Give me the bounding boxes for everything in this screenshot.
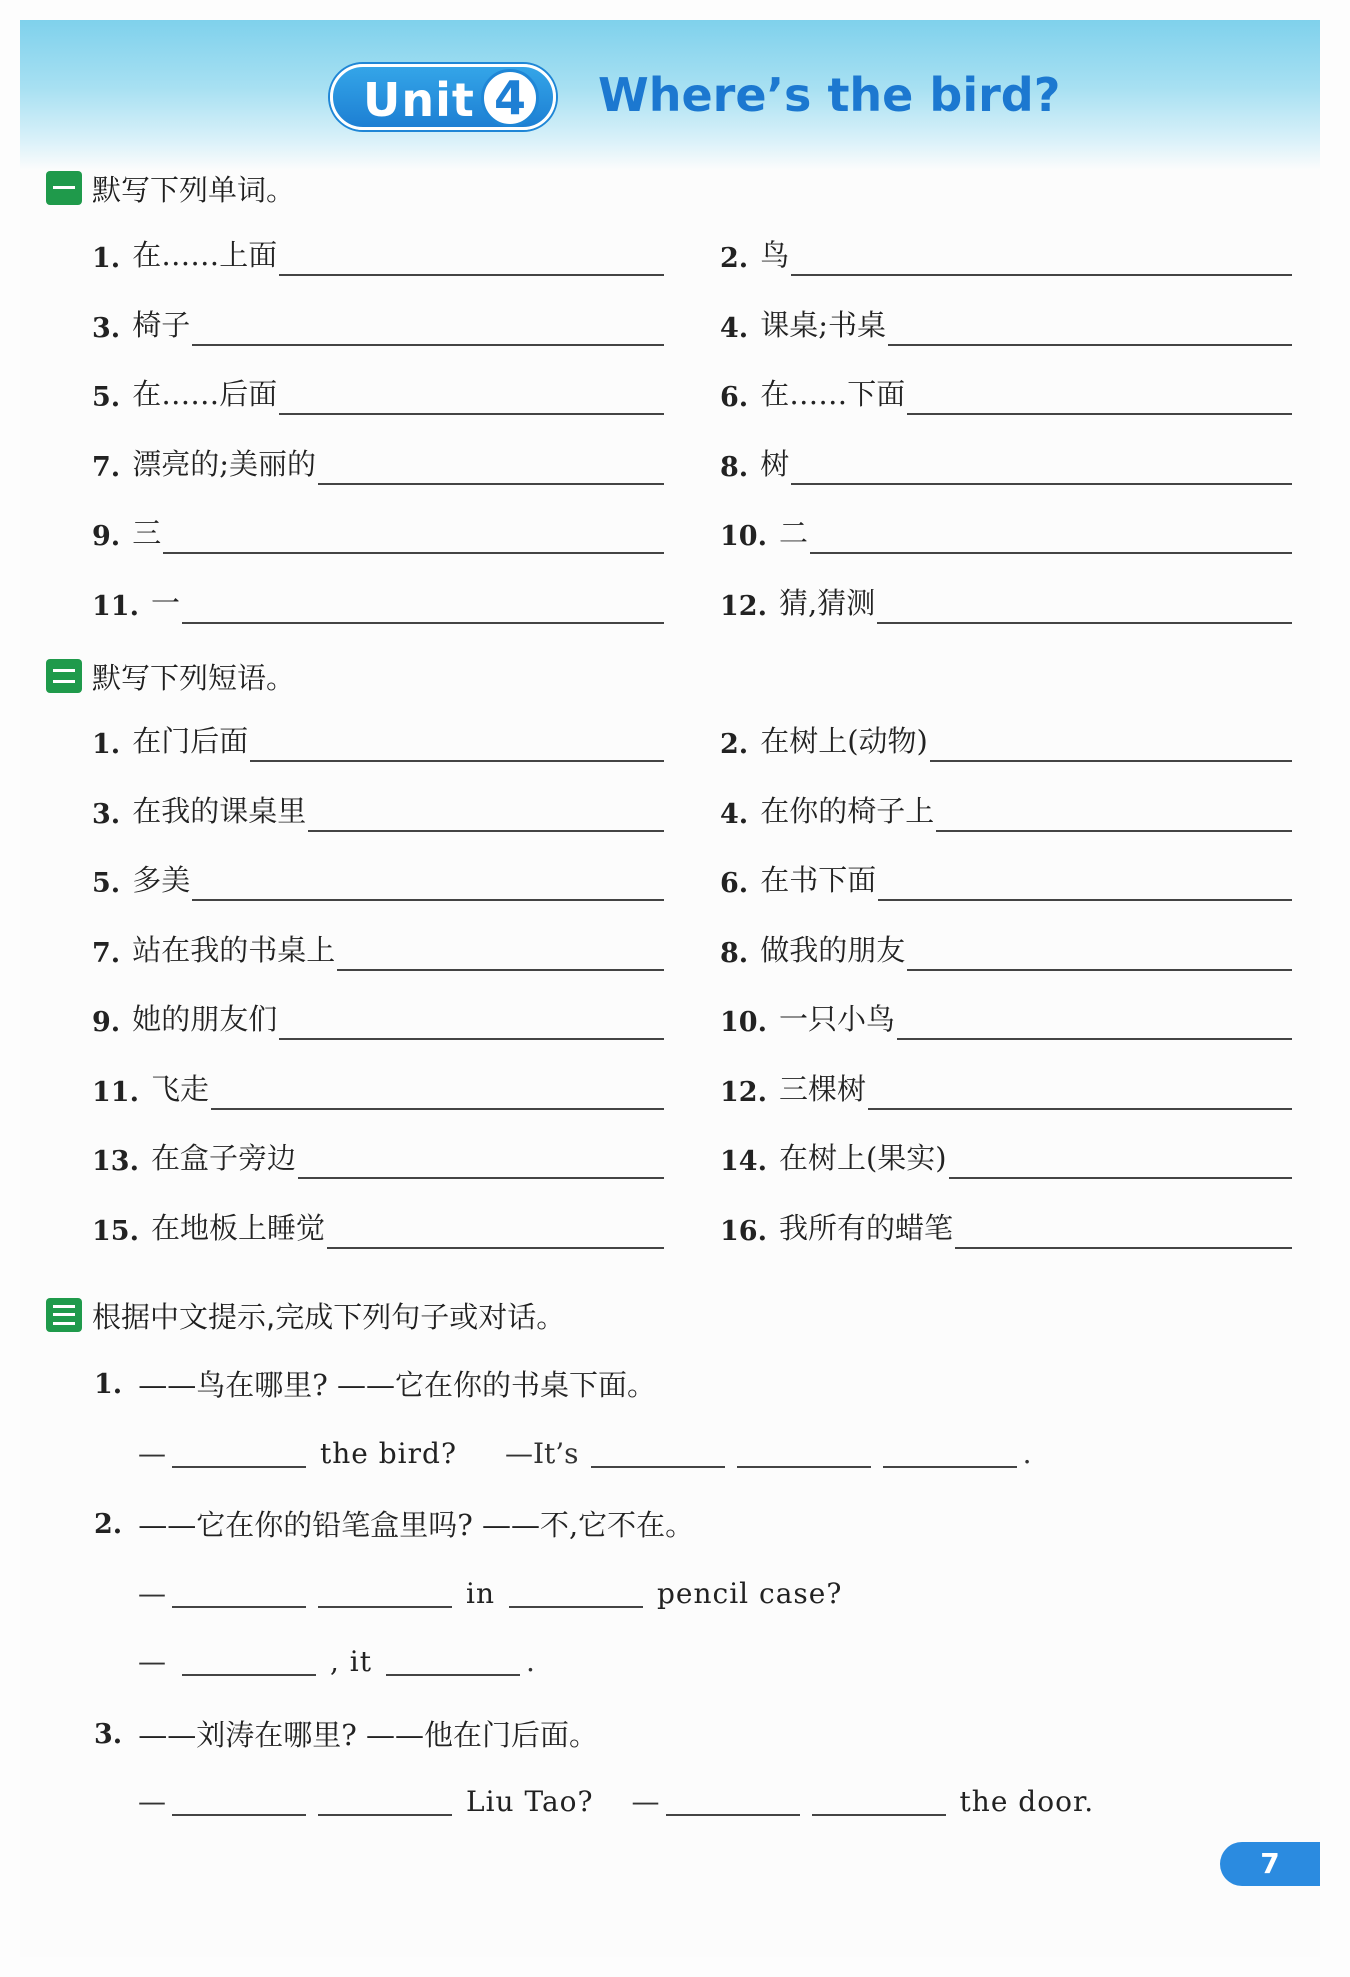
answer-blank[interactable] bbox=[877, 622, 1292, 624]
section2-item bbox=[92, 720, 664, 764]
section2-item bbox=[92, 998, 664, 1042]
question-1-answer bbox=[138, 1430, 1031, 1474]
unit-number-circle bbox=[481, 69, 539, 127]
answer-blank[interactable] bbox=[182, 622, 664, 624]
section1-item bbox=[720, 582, 1292, 626]
answer-dash: —It’s bbox=[504, 1437, 579, 1470]
answer-text: Liu Tao? bbox=[466, 1785, 594, 1818]
question-3-prompt: ——刘涛在哪里? ——他在门后面。 bbox=[138, 1718, 598, 1752]
question-3-number: 3. bbox=[94, 1719, 123, 1750]
unit-number: 4 bbox=[493, 71, 526, 125]
item-number: 11. bbox=[92, 1076, 139, 1108]
section2-item bbox=[720, 1207, 1292, 1251]
answer-blank[interactable] bbox=[930, 760, 1292, 762]
question-2-answer-2 bbox=[138, 1638, 535, 1682]
answer-dash: — bbox=[138, 1437, 166, 1470]
answer-blank[interactable] bbox=[791, 274, 1292, 276]
answer-blank[interactable] bbox=[936, 830, 1292, 832]
answer-blank[interactable] bbox=[327, 1247, 664, 1249]
item-prompt: 她的朋友们 bbox=[132, 1002, 278, 1036]
item-prompt: 一 bbox=[150, 585, 180, 620]
answer-blank[interactable] bbox=[172, 1466, 306, 1468]
unit-word: Unit bbox=[363, 73, 475, 127]
unit-banner bbox=[20, 20, 1320, 170]
item-prompt: 椅子 bbox=[132, 307, 191, 342]
section1-item bbox=[92, 234, 664, 278]
question-2 bbox=[94, 1500, 694, 1544]
item-prompt: 在……上面 bbox=[132, 238, 278, 272]
question-2-answer-1 bbox=[138, 1570, 850, 1614]
item-prompt: 三 bbox=[132, 516, 162, 550]
answer-blank[interactable] bbox=[318, 483, 664, 485]
section1-item bbox=[92, 373, 664, 417]
answer-dash: — bbox=[138, 1577, 166, 1610]
item-prompt: 二 bbox=[778, 516, 808, 550]
item-prompt: 课桌;书桌 bbox=[760, 307, 886, 342]
section2-item bbox=[720, 929, 1292, 973]
item-prompt: 在地板上睡觉 bbox=[150, 1210, 325, 1245]
answer-blank[interactable] bbox=[182, 1674, 316, 1676]
answer-blank[interactable] bbox=[279, 274, 664, 276]
item-number: 5. bbox=[92, 868, 121, 899]
section2-item bbox=[92, 1068, 664, 1112]
item-number: 1. bbox=[92, 729, 121, 760]
section2-item bbox=[92, 1207, 664, 1251]
answer-blank[interactable] bbox=[897, 1038, 1292, 1040]
answer-blank[interactable] bbox=[308, 830, 664, 832]
item-number: 2. bbox=[720, 729, 749, 760]
item-prompt: 在……下面 bbox=[760, 377, 906, 411]
item-number: 5. bbox=[92, 382, 121, 413]
section1-item bbox=[92, 512, 664, 556]
question-2-number: 2. bbox=[94, 1509, 123, 1540]
page-number-tab bbox=[1220, 1842, 1320, 1886]
item-prompt: 我所有的蜡笔 bbox=[778, 1210, 953, 1245]
answer-dash: — bbox=[631, 1785, 660, 1818]
question-3-answer bbox=[138, 1778, 1102, 1822]
answer-blank[interactable] bbox=[211, 1108, 664, 1110]
section2-item bbox=[720, 859, 1292, 903]
item-prompt: 做我的朋友 bbox=[760, 932, 906, 967]
item-prompt: 三棵树 bbox=[778, 1071, 866, 1106]
item-number: 7. bbox=[92, 451, 121, 483]
item-number: 7. bbox=[92, 937, 121, 969]
answer-blank[interactable] bbox=[907, 413, 1292, 415]
answer-blank[interactable] bbox=[163, 552, 664, 554]
answer-blank[interactable] bbox=[172, 1606, 306, 1608]
answer-blank[interactable] bbox=[298, 1177, 664, 1179]
answer-blank[interactable] bbox=[318, 1814, 452, 1816]
section1-item bbox=[92, 582, 664, 626]
item-prompt: 多美 bbox=[132, 863, 191, 897]
answer-dash: — bbox=[138, 1645, 166, 1678]
answer-blank[interactable] bbox=[250, 760, 664, 762]
item-number: 9. bbox=[92, 521, 121, 552]
answer-text: in bbox=[466, 1577, 495, 1610]
answer-text: the bird? bbox=[320, 1437, 457, 1470]
question-1-number: 1. bbox=[94, 1369, 123, 1400]
answer-blank[interactable] bbox=[883, 1466, 1017, 1468]
item-number: 3. bbox=[92, 798, 121, 830]
answer-blank[interactable] bbox=[666, 1814, 800, 1816]
question-1 bbox=[94, 1360, 656, 1404]
section2-item bbox=[720, 790, 1292, 834]
page-number: 7 bbox=[1260, 1847, 1280, 1880]
section2-item bbox=[92, 1137, 664, 1181]
item-prompt: 在……后面 bbox=[132, 377, 278, 411]
section2-item bbox=[92, 929, 664, 973]
item-number: 9. bbox=[92, 1007, 121, 1038]
answer-blank[interactable] bbox=[949, 1177, 1292, 1179]
answer-blank[interactable] bbox=[907, 969, 1292, 971]
worksheet-page bbox=[20, 20, 1320, 1957]
answer-blank[interactable] bbox=[279, 1038, 664, 1040]
answer-blank[interactable] bbox=[337, 969, 664, 971]
item-number: 11. bbox=[92, 590, 139, 622]
answer-blank[interactable] bbox=[509, 1606, 643, 1608]
section1-item bbox=[720, 304, 1292, 348]
answer-blank[interactable] bbox=[878, 899, 1292, 901]
section-2-title: 默写下列短语。 bbox=[92, 660, 296, 695]
section-3-header bbox=[46, 1295, 565, 1335]
item-prompt: 站在我的书桌上 bbox=[132, 932, 336, 967]
section-1-icon bbox=[46, 171, 82, 205]
section1-item bbox=[92, 304, 664, 348]
section-3-icon bbox=[46, 1298, 82, 1332]
answer-period: . bbox=[1022, 1437, 1032, 1470]
item-number: 12. bbox=[720, 1076, 767, 1108]
item-prompt: 鸟 bbox=[760, 238, 790, 272]
section2-item bbox=[720, 720, 1292, 764]
answer-period: . bbox=[526, 1645, 535, 1678]
answer-dash: — bbox=[138, 1785, 166, 1818]
section-3-title: 根据中文提示,完成下列句子或对话。 bbox=[92, 1299, 566, 1334]
item-prompt: 在书下面 bbox=[760, 863, 877, 897]
section-1-header bbox=[46, 168, 295, 208]
section1-item bbox=[720, 373, 1292, 417]
answer-blank[interactable] bbox=[791, 483, 1292, 485]
item-number: 14. bbox=[720, 1146, 767, 1177]
item-number: 13. bbox=[92, 1146, 139, 1177]
section1-item bbox=[92, 443, 664, 487]
item-number: 2. bbox=[720, 243, 749, 274]
item-number: 10. bbox=[720, 521, 767, 552]
answer-blank[interactable] bbox=[955, 1247, 1292, 1249]
answer-blank[interactable] bbox=[279, 413, 664, 415]
section2-item bbox=[720, 998, 1292, 1042]
answer-blank[interactable] bbox=[318, 1606, 452, 1608]
item-prompt: 飞走 bbox=[150, 1071, 209, 1106]
item-prompt: 树 bbox=[760, 446, 790, 481]
item-number: 8. bbox=[720, 937, 749, 969]
answer-blank[interactable] bbox=[591, 1466, 725, 1468]
answer-blank[interactable] bbox=[737, 1466, 871, 1468]
answer-blank[interactable] bbox=[868, 1108, 1292, 1110]
item-prompt: 在树上(动物) bbox=[760, 724, 928, 758]
item-prompt: 在你的椅子上 bbox=[760, 793, 935, 828]
section-2-icon bbox=[46, 659, 82, 693]
question-1-prompt: ——鸟在哪里? ——它在你的书桌下面。 bbox=[138, 1368, 656, 1402]
answer-blank[interactable] bbox=[172, 1814, 306, 1816]
item-prompt: 猜,猜测 bbox=[778, 585, 876, 620]
question-2-prompt: ——它在你的铅笔盒里吗? ——不,它不在。 bbox=[138, 1508, 695, 1542]
item-prompt: 在树上(果实) bbox=[778, 1141, 947, 1175]
section1-item bbox=[720, 234, 1292, 278]
item-number: 6. bbox=[720, 382, 749, 413]
item-number: 3. bbox=[92, 312, 121, 344]
section2-item bbox=[720, 1068, 1292, 1112]
answer-blank[interactable] bbox=[810, 552, 1292, 554]
answer-blank[interactable] bbox=[386, 1674, 520, 1676]
item-number: 8. bbox=[720, 451, 749, 483]
section2-item bbox=[92, 859, 664, 903]
item-number: 16. bbox=[720, 1215, 767, 1247]
unit-badge bbox=[330, 64, 556, 130]
answer-blank[interactable] bbox=[192, 899, 664, 901]
item-prompt: 在门后面 bbox=[132, 724, 249, 758]
item-number: 10. bbox=[720, 1007, 767, 1038]
unit-title: Where’s the bird? bbox=[598, 68, 1061, 122]
item-prompt: 在盒子旁边 bbox=[150, 1141, 296, 1175]
item-prompt: 一只小鸟 bbox=[778, 1002, 895, 1036]
item-prompt: 漂亮的;美丽的 bbox=[132, 446, 316, 481]
item-number: 4. bbox=[720, 312, 749, 344]
question-3 bbox=[94, 1710, 598, 1754]
item-prompt: 在我的课桌里 bbox=[132, 793, 307, 828]
item-number: 12. bbox=[720, 590, 767, 622]
answer-text: , it bbox=[330, 1645, 373, 1678]
answer-text: the door. bbox=[959, 1785, 1095, 1818]
answer-blank[interactable] bbox=[192, 344, 664, 346]
answer-blank[interactable] bbox=[888, 344, 1292, 346]
answer-text: pencil case? bbox=[657, 1577, 843, 1610]
item-number: 1. bbox=[92, 243, 121, 274]
section1-item bbox=[720, 443, 1292, 487]
section2-item bbox=[92, 790, 664, 834]
item-number: 4. bbox=[720, 798, 749, 830]
section-1-title: 默写下列单词。 bbox=[92, 172, 296, 207]
item-number: 15. bbox=[92, 1215, 139, 1247]
answer-blank[interactable] bbox=[812, 1814, 946, 1816]
section1-item bbox=[720, 512, 1292, 556]
section2-item bbox=[720, 1137, 1292, 1181]
item-number: 6. bbox=[720, 868, 749, 899]
section-2-header bbox=[46, 656, 295, 696]
